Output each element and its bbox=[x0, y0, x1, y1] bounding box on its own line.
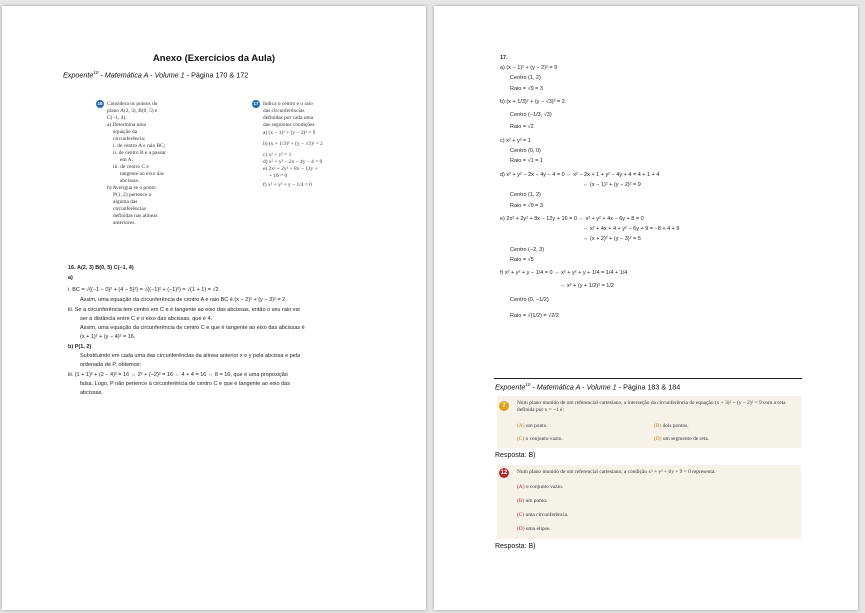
option-text: um ponto. bbox=[525, 498, 548, 504]
book-pages: Página 170 & 172 bbox=[191, 70, 249, 80]
statement-line: C(−1, 4). bbox=[107, 115, 127, 121]
option-letter: (A) bbox=[517, 423, 525, 429]
solution-line: Raio = √(1/2) = √2/2 bbox=[510, 313, 559, 320]
solution-17-header: 17. bbox=[500, 55, 508, 61]
solution-line: Assim, uma equação da circunferência de centro A e raio BC é (x − 2)² + (y − 3)² = 2. bbox=[80, 297, 287, 304]
statement-line: b) (x + 1/3)² + (y − √3)² = 2 bbox=[263, 141, 323, 147]
option-letter: (A) bbox=[517, 484, 525, 490]
statement-line: i. de centro A e raio BC; bbox=[113, 143, 166, 149]
question-7-option-c bbox=[517, 436, 563, 443]
book-edition: 10 bbox=[525, 382, 531, 387]
solution-line: iii. (1 + 1)² + (2 − 4)² = 16 ⇔ 2² + (−2)² = 16 ⇔ 4 + 4 = 16 ⇔ 8 = 16, que é uma proposição bbox=[68, 371, 288, 378]
solution-line: Substituindo em cada uma das circunferências da alínea anterior x e y pela abcissa e pela bbox=[80, 353, 301, 360]
solution-line: Raio = √9 = 3 bbox=[510, 85, 543, 92]
solution-line: Raio = √5 bbox=[510, 257, 534, 264]
option-text: o conjunto vazio. bbox=[525, 436, 563, 442]
option-letter: (B) bbox=[517, 498, 525, 504]
solution-line: ordenada de P, obtemos: bbox=[80, 362, 142, 369]
solution-line: falsa. Logo, P não pertence à circunferência de centro C e que é tangente ao eixo das bbox=[80, 380, 290, 387]
book-pages: Página 183 & 184 bbox=[623, 382, 681, 392]
option-text: um segmento de reta. bbox=[662, 436, 709, 442]
question-7-option-b bbox=[654, 423, 689, 430]
statement-line: c) x² + y² = 1 bbox=[263, 152, 292, 158]
solution-line: ser a distância entre C e o eixo das abcissas, que é 4. bbox=[80, 315, 213, 322]
statement-line: iii. de centro C e bbox=[113, 164, 149, 170]
solution-line: Raio = √9 = 3 bbox=[510, 202, 543, 209]
option-text: uma elipse. bbox=[525, 526, 551, 532]
option-letter: (D) bbox=[517, 526, 525, 532]
statement-line: definidas nas alíneas bbox=[113, 213, 158, 219]
statement-line: em A; bbox=[120, 157, 134, 163]
option-text: o conjunto vazio. bbox=[525, 484, 564, 490]
question-12-option-b bbox=[517, 498, 547, 505]
solution-line: ⇔ x² + (y + 1/2)² = 1/2 bbox=[560, 282, 614, 289]
solution-line: c) x² + y² = 1 bbox=[500, 137, 531, 144]
solution-line: ⇔ (x − 1)² + (y − 2)² = 9 bbox=[583, 181, 641, 188]
solution-line: e) 2x² + 2y² + 8x − 12y + 16 = 0 ⇔ x² + y² + 4x − 6y + 8 = 0 bbox=[500, 215, 644, 222]
exercise-17-statement bbox=[263, 101, 353, 189]
question-7-answer: Resposta: B) bbox=[495, 452, 536, 459]
statement-line: circunferências bbox=[113, 206, 146, 212]
section-subtitle bbox=[63, 70, 248, 79]
statement-line: d) x² + y² − 2x − 4y − 4 = 0 bbox=[263, 159, 323, 165]
statement-line: alguma das bbox=[113, 199, 138, 205]
solution-line: Raio = √2 bbox=[510, 124, 534, 131]
question-7-text: Num plano munido de um referencial cartesiano, a interseção da circunferência de equação (x + 3)² + (y − 2)² = 9 com a reta definida por x = −1 é: bbox=[517, 400, 786, 413]
solution-16-body bbox=[68, 287, 368, 398]
statement-line: plano A(2, 3), B(0, 5) e bbox=[107, 108, 158, 114]
solution-line: d) x² + y² − 2x − 4y − 4 = 0 ⇔ x² − 2x + 1 + y² − 4y + 4 = 4 + 1 + 4 bbox=[500, 171, 660, 178]
solution-line: Centro (−1/3, √3) bbox=[510, 112, 552, 119]
section-divider bbox=[494, 378, 802, 379]
book-volume: - Matemática A - Volume 1 - bbox=[530, 382, 624, 392]
solution-line: (x + 1)² + (y − 4)² = 16. bbox=[80, 334, 136, 341]
exercise-17-badge: 17 bbox=[253, 101, 259, 106]
solution-line: abcissas. bbox=[80, 390, 103, 397]
solution-17-body bbox=[500, 65, 800, 321]
question-7-option-a bbox=[517, 423, 548, 430]
option-letter: (C) bbox=[517, 512, 525, 518]
question-7-option-d bbox=[654, 436, 709, 443]
solution-line: iii. Se a circunferência tem centro em C e é tangente ao eixo das abcissas, então o seu raio vai bbox=[68, 306, 300, 313]
statement-line: circunferência: bbox=[113, 136, 146, 142]
book-name: Expoente bbox=[63, 70, 94, 80]
exercise-16-badge: 16 bbox=[97, 101, 103, 106]
solution-16-header: 16. A(2, 3) B(0, 5) C(−1, 4) bbox=[68, 265, 134, 271]
statement-line: + 16 = 0 bbox=[269, 173, 288, 179]
solution-line: Centro (1, 2) bbox=[510, 192, 541, 199]
statement-line: definidas por cada uma bbox=[263, 115, 314, 121]
section-subtitle bbox=[495, 382, 680, 391]
statement-line: a) (x − 1)² + (y − 2)² = 9 bbox=[263, 130, 316, 136]
question-12-answer: Resposta: B) bbox=[495, 543, 536, 550]
option-letter: (D) bbox=[654, 436, 662, 442]
document-page-right bbox=[434, 6, 858, 610]
statement-line: equação da bbox=[113, 129, 138, 135]
solution-line: Centro (1, 2) bbox=[510, 75, 541, 82]
solution-line: i. BC = √((−1 − 0)² + (4 − 5)²) = √((−1)² + (−1)²) = √(1 + 1) = √2 bbox=[68, 287, 219, 293]
option-letter: (C) bbox=[517, 436, 525, 442]
option-text: uma circunferência. bbox=[525, 512, 569, 518]
book-edition: 10 bbox=[93, 70, 99, 75]
statement-line: Indica o centro e o raio bbox=[263, 101, 313, 107]
document-page-left bbox=[2, 6, 426, 610]
question-7-badge: 7 bbox=[499, 401, 509, 411]
statement-line: Considera os pontos do bbox=[107, 101, 158, 107]
solution-line: b) P(1, 2) bbox=[68, 343, 92, 350]
question-12-option-c bbox=[517, 512, 568, 519]
solution-line: f) x² + y² + y − 1/4 = 0 ⇔ x² + y² + y + 1/4 = 1/4 + 1/4 bbox=[500, 270, 628, 277]
statement-line: abcissas. bbox=[120, 178, 140, 184]
page-title: Anexo (Exercícios da Aula) bbox=[152, 53, 276, 64]
statement-line: b) Averigua se o ponto bbox=[107, 185, 156, 191]
solution-line: Centro (−2, 3) bbox=[510, 246, 545, 253]
solution-line: a) (x − 1)² + (y − 2)² = 9 bbox=[500, 65, 558, 71]
option-text: um ponto. bbox=[525, 423, 548, 429]
question-12-option-a bbox=[517, 484, 563, 491]
solution-line: ⇔ x² + 4x + 4 + y² − 6y + 9 = −8 + 4 + 9 bbox=[583, 226, 680, 233]
statement-line: P(1, 2) pertence a bbox=[113, 192, 152, 198]
statement-line: tangente ao eixo das bbox=[120, 171, 164, 177]
statement-line: f) x² + y² + y − 1/4 = 0 bbox=[263, 182, 312, 188]
solution-line: Assim, uma equação da circunferência de centro C e que é tangente ao eixo das abcissas é bbox=[80, 325, 305, 332]
book-name: Expoente bbox=[495, 382, 526, 392]
book-volume: - Matemática A - Volume 1 - bbox=[98, 70, 192, 80]
statement-line: ii. de centro B e a passar bbox=[113, 150, 166, 156]
statement-line: das circunferências bbox=[263, 108, 305, 114]
statement-line: a) Determina uma bbox=[107, 122, 146, 128]
statement-line: das seguintes condições. bbox=[263, 122, 316, 128]
exercise-16-statement bbox=[107, 101, 179, 227]
option-text: dois pontos. bbox=[662, 423, 689, 429]
question-7-box bbox=[497, 396, 801, 448]
solution-line: b) (x + 1/3)² + (y − √3)² = 2 bbox=[500, 98, 565, 105]
solution-16-part-a: a) bbox=[68, 275, 73, 281]
option-letter: (B) bbox=[654, 423, 662, 429]
question-12-text: Num plano munido de um referencial cartesiano, a condição x² + y² + 6y + 9 = 0 representa: bbox=[517, 469, 716, 475]
question-12-option-d bbox=[517, 526, 550, 533]
solution-line: Raio = √1 = 1 bbox=[510, 158, 543, 165]
question-12-badge: 12 bbox=[500, 470, 508, 476]
statement-line: e) 2x² + 2y² + 8x − 12y + bbox=[263, 166, 318, 172]
solution-line: Centro (0, 0) bbox=[510, 148, 541, 155]
statement-line: anteriores. bbox=[113, 220, 136, 226]
solution-line: ⇔ (x + 2)² + (y − 3)² = 5 bbox=[583, 236, 641, 243]
solution-line: Centro (0, −1/2) bbox=[510, 296, 549, 303]
question-12-box bbox=[497, 465, 801, 539]
